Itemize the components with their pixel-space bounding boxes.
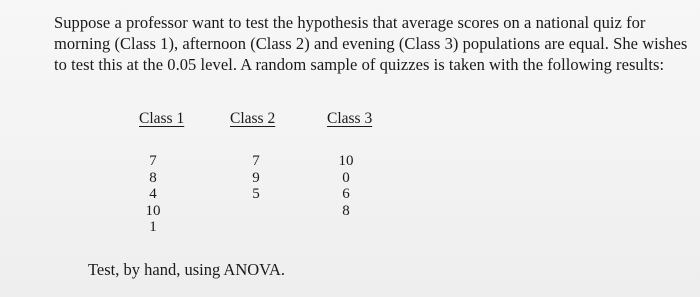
class-1-value: 8 — [149, 169, 157, 186]
class-2-header: Class 2 — [230, 110, 276, 127]
class-2-value: 9 — [252, 169, 260, 186]
class-2-values — [243, 153, 269, 203]
class-3-value: 8 — [342, 202, 350, 219]
class-1-value: 10 — [145, 202, 161, 219]
problem-line-1: Suppose a professor want to test the hypothesis that average scores on a national quiz for — [54, 13, 646, 32]
class-1-value: 7 — [149, 153, 157, 169]
class-1-value: 4 — [149, 186, 157, 202]
class-2-value: 5 — [252, 186, 260, 202]
problem-line-2: morning (Class 1), afternoon (Class 2) and evening (Class 3) populations are equal. She wishes — [54, 34, 688, 53]
class-3-header: Class 3 — [327, 110, 373, 127]
class-1-values — [140, 153, 166, 236]
class-1-value: 1 — [149, 219, 157, 235]
problem-statement — [54, 12, 694, 75]
instruction-text: Test, by hand, using ANOVA. — [88, 260, 286, 279]
problem-line-3: to test this at the 0.05 level. A random sample of quizzes is taken with the following results: — [54, 55, 665, 74]
class-1-header: Class 1 — [139, 110, 185, 127]
class-3-value: 0 — [342, 169, 350, 186]
class-3-values — [333, 153, 359, 219]
class-3-value: 6 — [342, 186, 350, 202]
class-2-value: 7 — [252, 153, 260, 169]
class-3-value: 10 — [338, 153, 354, 169]
